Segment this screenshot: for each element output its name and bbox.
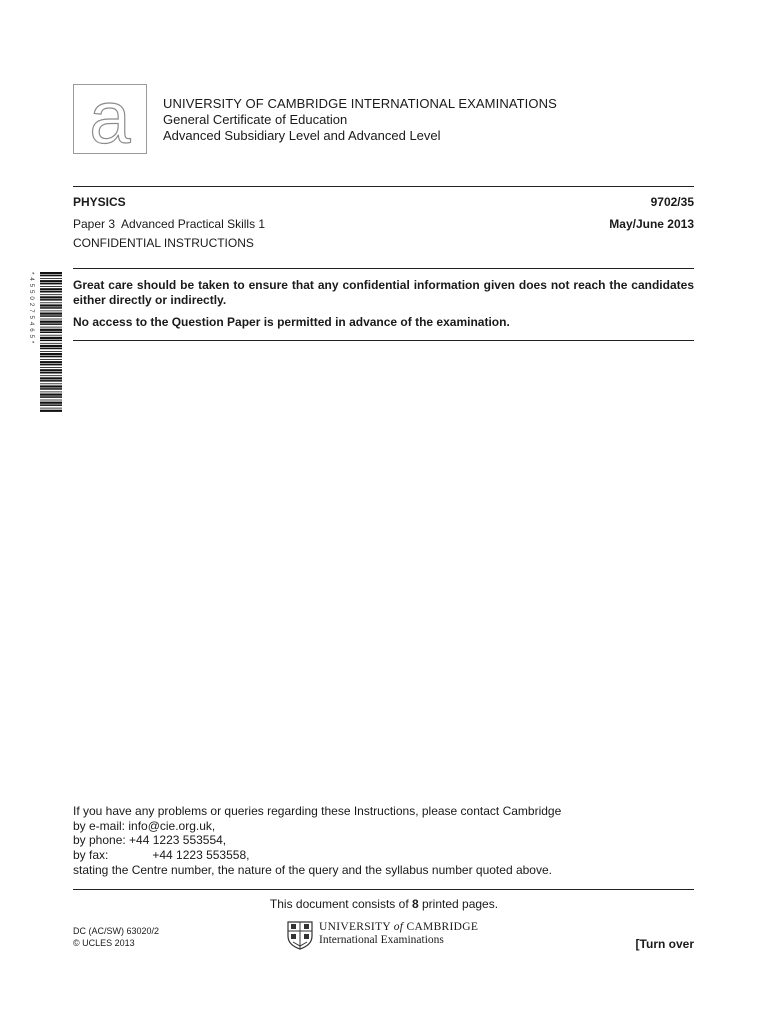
barcode-icon: [28, 270, 64, 412]
barcode-bar: [40, 404, 62, 406]
contact-fax: [73, 848, 694, 863]
cambridge-wordmark: [319, 921, 478, 947]
letter-a-logo-icon: [74, 85, 146, 153]
exam-board-logo: [73, 84, 147, 154]
barcode-bar: [40, 319, 62, 320]
barcode-bar: [40, 283, 62, 285]
logo-letter: a: [89, 85, 131, 153]
barcode-bar: [40, 377, 62, 379]
barcode-bar: [40, 321, 62, 323]
barcode-bar: [40, 400, 62, 401]
document-ref: DC (AC/SW) 63020/2: [73, 926, 160, 936]
fax-label: by fax:: [73, 848, 109, 863]
phone-label: by phone:: [73, 833, 130, 848]
wordmark-of: of: [393, 921, 404, 933]
paper-title: Paper 3 Advanced Practical Skills 1: [73, 217, 266, 231]
barcode-bar: [40, 367, 62, 368]
document-type: CONFIDENTIAL INSTRUCTIONS: [73, 236, 254, 250]
wordmark-cambridge: CAMBRIDGE: [403, 921, 479, 933]
copyright: © UCLES 2013: [73, 938, 135, 948]
contact-phone: [73, 833, 694, 848]
barcode-bar: [40, 383, 62, 384]
barcode-bar: [40, 361, 62, 363]
barcode-bar: [40, 337, 62, 339]
confidentiality-warning: Great care should be taken to ensure that any confidential information given does not reach the candidates either directly or indirectly.: [73, 278, 694, 307]
turn-over-note: [Turn over: [635, 937, 694, 951]
barcode-bar: [40, 286, 62, 287]
cambridge-wordmark-line1: [319, 921, 478, 934]
cambridge-wordmark-line2: International Examinations: [319, 934, 444, 946]
wordmark-university: UNIVERSITY: [319, 921, 394, 933]
barcode-bar: [40, 348, 62, 350]
barcode-bar: [40, 408, 62, 409]
barcode-bar: [40, 335, 62, 336]
contact-intro: If you have any problems or queries regarding these Instructions, please contact Cambridge: [73, 804, 562, 818]
barcode-bar: [40, 375, 62, 376]
barcode-bar: [40, 364, 62, 366]
barcode-bar: [40, 272, 62, 274]
warning-divider: [73, 340, 694, 341]
barcode-bar: [40, 380, 62, 382]
barcode-bar: [40, 291, 62, 293]
fax-number: +44 1223 553558,: [152, 848, 250, 863]
barcode-bar: [40, 385, 62, 387]
page-count: 8: [411, 897, 419, 911]
phone-number: +44 1223 553554,: [129, 833, 227, 848]
barcode-bar: [40, 372, 62, 374]
barcode-bar: [40, 275, 62, 277]
barcode-bar: [40, 315, 62, 317]
barcode-bar: [40, 345, 62, 347]
header-divider: [73, 186, 694, 187]
footer-divider: [73, 889, 694, 890]
syllabus-code: 9702/35: [650, 195, 694, 209]
barcode-bar: [40, 402, 62, 404]
barcode-bar: [40, 304, 62, 306]
page-count-note: [0, 897, 768, 911]
org-name: UNIVERSITY OF CAMBRIDGE INTERNATIONAL EXAMINATIONS: [163, 96, 557, 111]
barcode-bar: [40, 410, 62, 412]
barcode-bar: [40, 280, 62, 282]
barcode-bar: [40, 327, 62, 328]
barcode-bar: [40, 288, 62, 290]
barcode-bar: [40, 313, 62, 315]
barcode-bar: [40, 351, 62, 352]
qualification: General Certificate of Education: [163, 112, 348, 127]
barcode-bar: [40, 311, 62, 312]
footer-reference: [73, 925, 159, 949]
barcode-bar: [40, 299, 62, 301]
contact-instructions: stating the Centre number, the nature of the query and the syllabus number quoted above.: [73, 862, 552, 877]
barcode-digits: * 4 5 5 0 2 7 5 4 6 5 *: [28, 272, 35, 344]
barcode-bar: [40, 323, 62, 325]
barcode-bar: [40, 343, 62, 344]
barcode-bar: [40, 396, 62, 398]
barcode-bar: [40, 332, 62, 334]
barcode-bar: [40, 329, 62, 331]
barcode-bar: [40, 353, 62, 355]
subject-title: PHYSICS: [73, 195, 126, 209]
contact-block: [73, 804, 694, 878]
exam-session: May/June 2013: [609, 217, 694, 231]
barcode-bar: [40, 296, 62, 298]
barcode-bar: [40, 302, 62, 303]
access-warning: No access to the Question Paper is permitted in advance of the examination.: [73, 315, 510, 329]
barcode-bar: [40, 278, 62, 279]
barcode-bar: [40, 394, 62, 396]
page-count-suffix: printed pages.: [418, 897, 499, 911]
page-count-prefix: This document consists of: [269, 897, 412, 911]
barcode-bar: [40, 340, 62, 342]
barcode-bar: [40, 359, 62, 360]
barcode-bar: [40, 392, 62, 393]
barcode-bar: [40, 369, 62, 371]
qualification-level: Advanced Subsidiary Level and Advanced Level: [163, 128, 441, 143]
cambridge-crest-icon: [286, 920, 314, 950]
barcode-bar: [40, 294, 62, 295]
barcode-bar: [40, 307, 62, 309]
info-divider: [73, 268, 694, 269]
contact-email: by e-mail: info@cie.org.uk,: [73, 818, 216, 833]
barcode-bar: [40, 356, 62, 358]
barcode-bar: [40, 388, 62, 390]
